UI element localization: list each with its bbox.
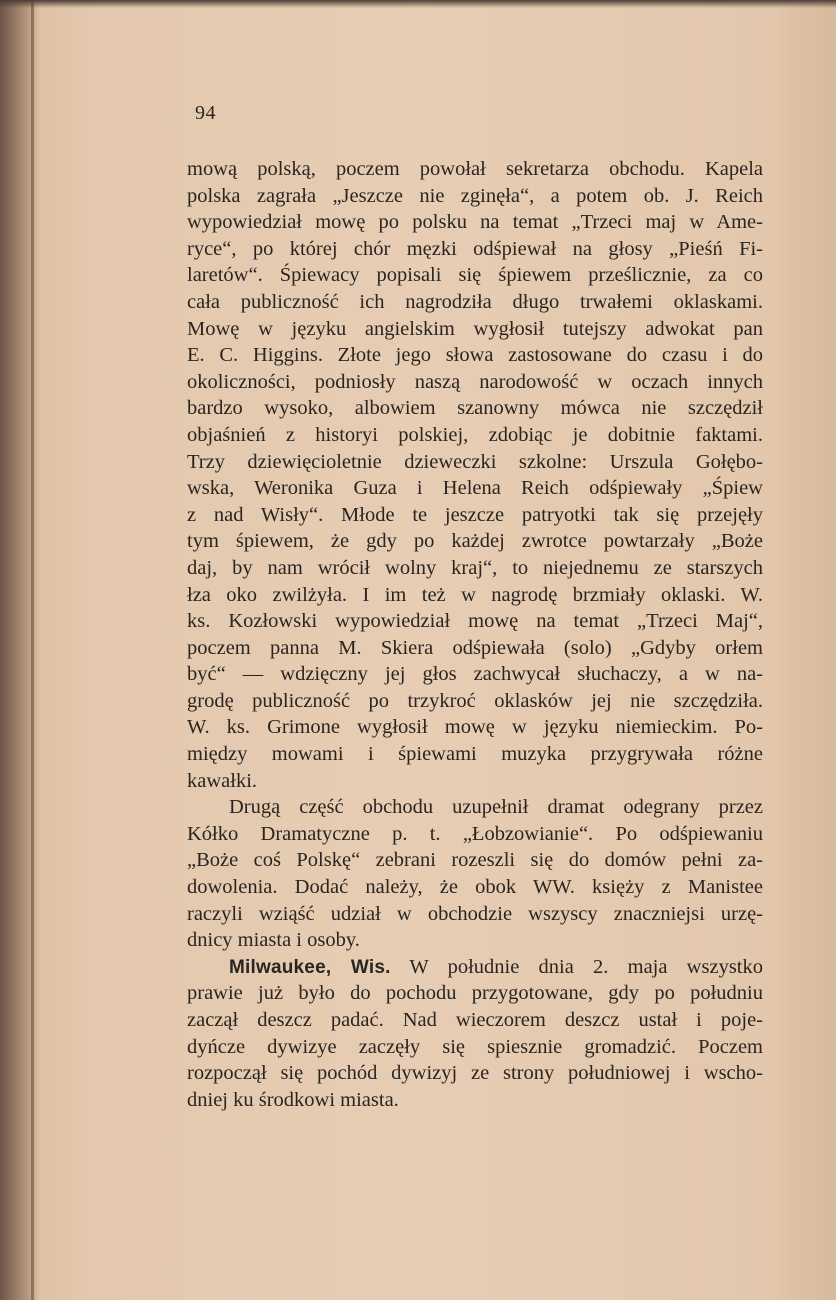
text-line: E. C. Higgins. Złote jego słowa zastosowane do czasu i do <box>187 344 763 367</box>
text-line: mową polską, poczem powołał sekretarza obchodu. Kapela <box>187 158 763 180</box>
text-line: Trzy dziewięcioletnie dzieweczki szkolne: Urszula Gołębo- <box>187 450 763 473</box>
body-text <box>187 156 763 1113</box>
text-line: bardzo wysoko, albowiem szanowny mówca nie szczędził <box>187 397 763 420</box>
book-binding-shadow <box>0 0 40 1300</box>
text-line: prawie już było do pochodu przygotowane, gdy po południu <box>187 982 763 1005</box>
text-line: łza oko zwilżyła. I im też w nagrodę brzmiały oklaski. W. <box>187 583 763 606</box>
text-line: cała publiczność ich nagrodziła długo trwałemi oklaskami. <box>187 290 763 313</box>
paragraph-2 <box>187 794 763 954</box>
text-line: poczem panna M. Skiera odśpiewała (solo) „Gdyby orłem <box>187 636 763 659</box>
text-line: ks. Kozłowski wypowiedział mowę na temat „Trzeci Maj“, <box>187 610 763 633</box>
text-line: grodę publiczność po trzykroć oklasków jej nie szczędziła. <box>187 689 763 712</box>
text-line: Drugą część obchodu uzupełnił dramat odegrany przez <box>229 796 763 819</box>
text-line: zaczął deszcz padać. Nad wieczorem deszcz ustał i poje- <box>187 1009 763 1031</box>
text-line: Kółko Dramatyczne p. t. „Łobzowianie“. Po odśpiewaniu <box>187 822 763 845</box>
text-line: dyńcze dywizye zaczęły się spiesznie gromadzić. Poczem <box>187 1035 763 1058</box>
text-line: okoliczności, podniosły naszą narodowość w oczach innych <box>187 370 763 393</box>
text-line: polska zagrała „Jeszcze nie zginęła“, a potem ob. J. Reich <box>187 184 763 207</box>
text-line: kawałki. <box>187 769 258 792</box>
paragraph-1 <box>187 156 763 794</box>
text-line: „Boże coś Polskę“ zebrani rozeszli się do domów pełni za- <box>187 849 763 872</box>
page-number: 94 <box>195 102 216 124</box>
text-line: tym śpiewem, że gdy po każdej zwrotce powtarzały „Boże <box>187 530 763 553</box>
text-line: wypowiedział mowę po polsku na temat „Trzeci maj w Ame- <box>187 211 763 234</box>
text-line: ryce“, po której chór męzki odśpiewał na głosy „Pieśń Fi- <box>187 237 763 260</box>
text-line: daj, by nam wrócił wolny kraj“, to niejednemu ze starszych <box>187 556 763 579</box>
heading-line-rest: W południe dnia 2. maja wszystko <box>409 955 763 978</box>
text-line: między mowami i śpiewami muzyka przygrywała różne <box>187 743 763 766</box>
text-line: objaśnień z historyi polskiej, zdobiąc je dobitnie faktami. <box>187 423 763 446</box>
text-line: laretów“. Śpiewacy popisali się śpiewem prześlicznie, za co <box>187 264 763 287</box>
text-line: być“ — wdzięczny jej głos zachwycał słuchaczy, a w na- <box>187 663 763 686</box>
text-line: dowolenia. Dodać należy, że obok WW. księży z Manistee <box>187 876 763 899</box>
text-line: rozpoczął się pochód dywizyj ze strony południowej i wscho- <box>187 1062 763 1085</box>
city-heading: Milwaukee, Wis. <box>229 956 391 978</box>
text-line: dniej ku środkowi miasta. <box>187 1088 399 1111</box>
text-line: dnicy miasta i osoby. <box>187 929 360 952</box>
text-line: W. ks. Grimone wygłosił mowę w języku niemieckim. Po- <box>187 716 763 739</box>
text-line: raczyli wziąść udział w obchodzie wszyscy znaczniejsi urzę- <box>187 902 763 925</box>
text-line: z nad Wisły“. Młode te jeszcze patryotki tak się przejęły <box>187 503 763 526</box>
text-line: wska, Weronika Guza i Helena Reich odśpiewały „Śpiew <box>187 477 763 500</box>
paragraph-3 <box>187 954 763 1114</box>
text-line <box>187 954 763 981</box>
binding-edge <box>31 0 34 1300</box>
page-top-edge <box>0 0 836 8</box>
text-line: Mowę w języku angielskim wygłosił tutejszy adwokat pan <box>187 317 763 340</box>
